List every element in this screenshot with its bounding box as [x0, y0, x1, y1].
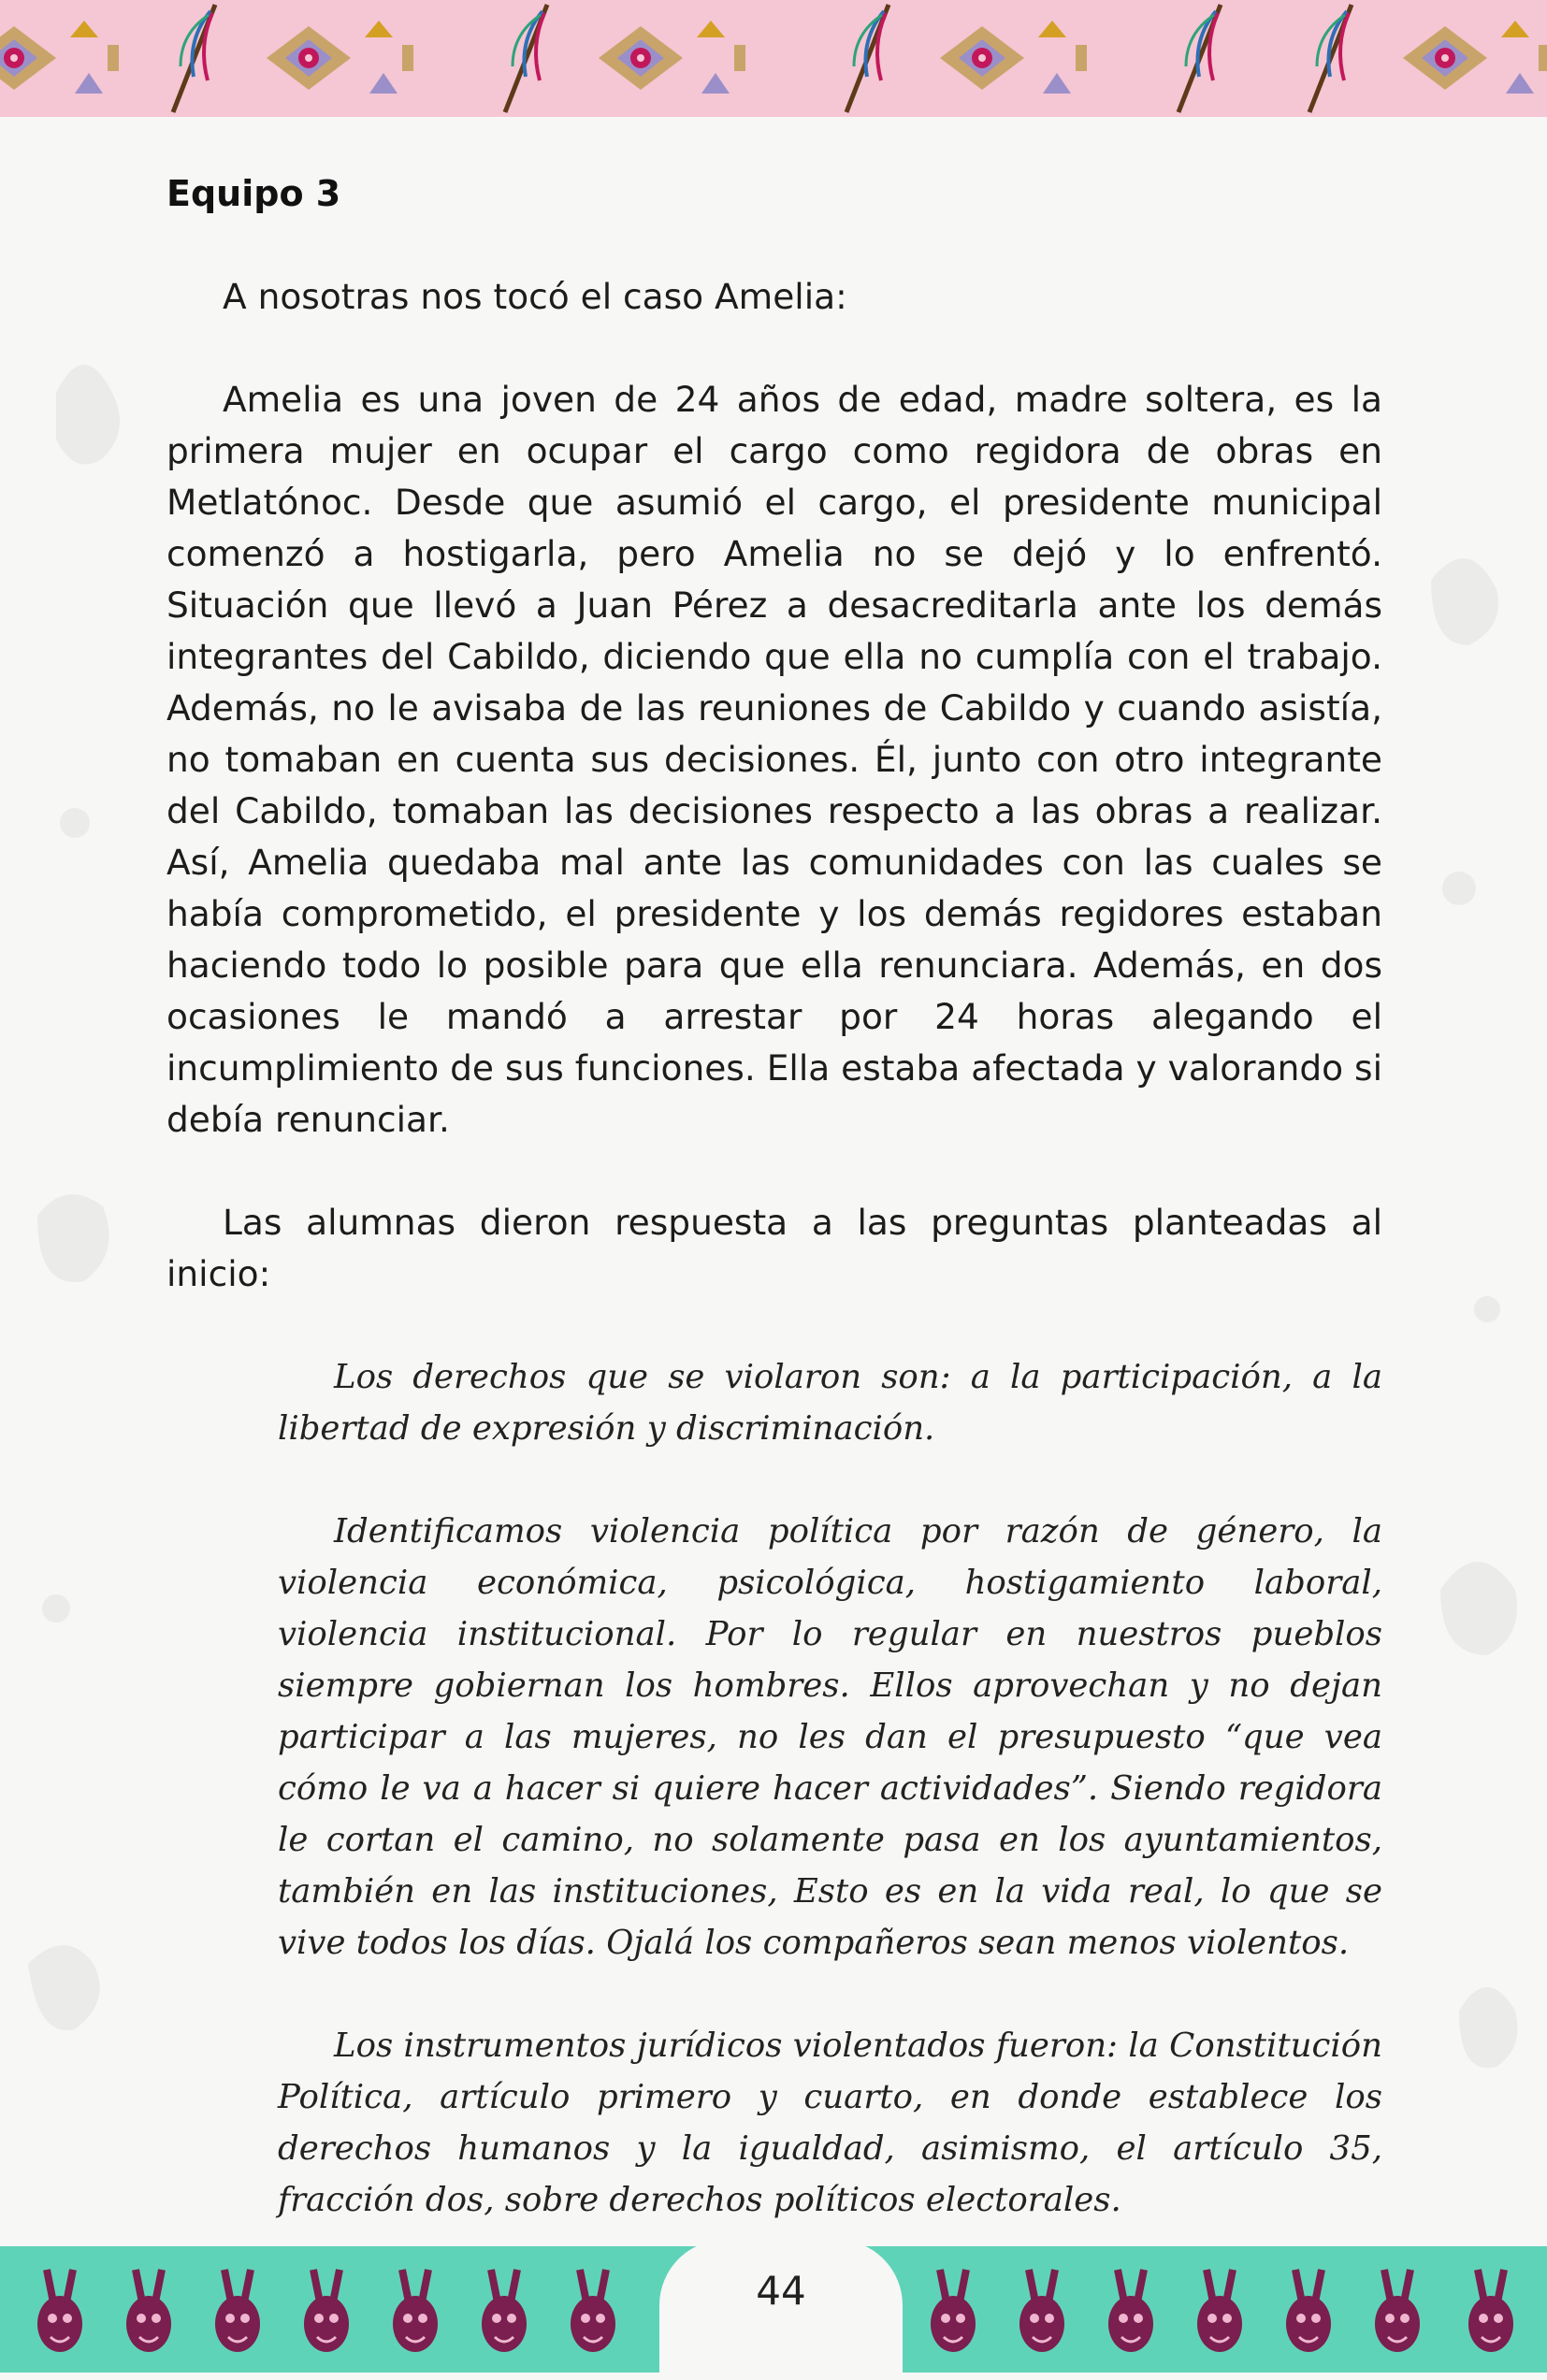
page-content	[166, 168, 1382, 2226]
answer-rights: Los derechos que se violaron son: a la participación, a la libertad de expresión y discriminación.	[278, 1358, 1382, 1448]
answers-intro-paragraph: Las alumnas dieron respuesta a las preguntas planteadas al inicio:	[166, 1202, 1382, 1294]
answer-violence: Identificamos violencia política por razón de género, la violencia económica, psicológica, hostigamiento laboral, violencia institucional. Por lo regular en nuestros pueblos siempre gobiernan los hombres. Ellos aprovechan y no dejan participar a las mujeres, no les dan el presupuesto “que vea cómo le va a hacer si quiere hacer actividades”. Siendo regidora le cortan el camino, no solamente pasa en los ayuntamientos, también en las instituciones, Esto es en la vida real, lo que se vive todos los días. Ojalá los compañeros sean menos violentos.	[278, 1512, 1382, 1962]
case-paragraph: Amelia es una joven de 24 años de edad, madre soltera, es la primera mujer en ocupar el cargo como regidora de obras en Metlatónoc. Desde que asumió el cargo, el presidente municipal comenzó a hostigarla, pero Amelia no se dejó y lo enfrentó. Situación que llevó a Juan Pérez a desacreditarla ante los demás integrantes del Cabildo, diciendo que ella no cumplía con el trabajo. Además, no le avisaba de las reuniones de Cabildo y cuando asistía, no tomaban en cuenta sus decisiones. Él, junto con otro integrante del Cabildo, tomaban las decisiones respecto a las obras a realizar. Así, Amelia quedaba mal ante las comunidades con las cuales se había comprometido, el presidente y los demás regidores estaban haciendo todo lo posible para que ella renunciara. Además, en dos ocasiones le mandó a arrestar por 24 horas alegando el incumplimiento de sus funciones. Ella estaba afectada y valorando si debía renunciar.	[166, 379, 1382, 1140]
top-decorative-band	[0, 0, 1547, 117]
section-heading: Equipo 3	[166, 173, 341, 214]
diamond-eye-pattern-icon	[0, 0, 1547, 117]
page-number: 44	[756, 2268, 806, 2314]
answer-instruments: Los instrumentos jurídicos violentados fueron: la Constitución Política, artículo primero y cuarto, en donde establece los derechos humanos y la igualdad, asimismo, el artículo 35, fracción dos, sobre derechos políticos electorales.	[278, 2027, 1382, 2219]
intro-paragraph: A nosotras nos tocó el caso Amelia:	[223, 276, 847, 317]
answers-block	[278, 1351, 1382, 2226]
